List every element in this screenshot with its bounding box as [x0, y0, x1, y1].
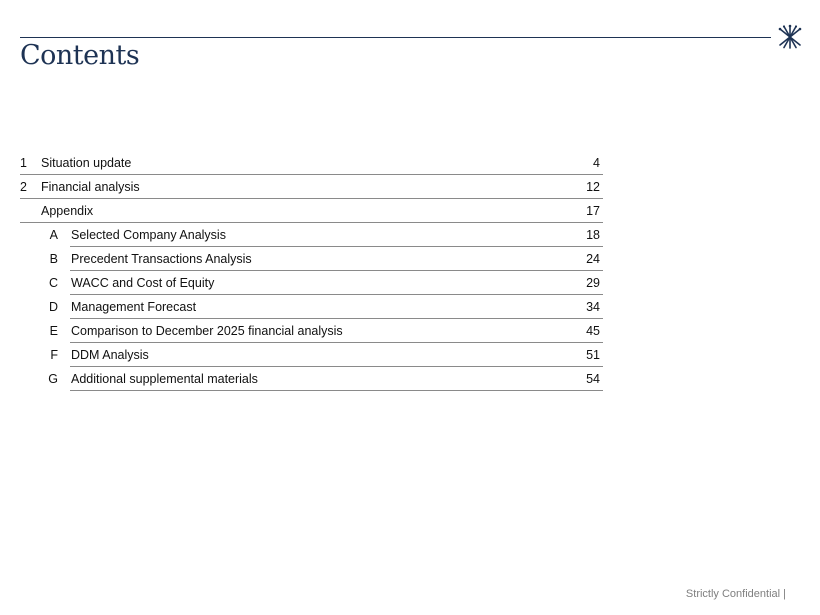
- toc-label: Appendix: [41, 204, 94, 218]
- toc-letter: G: [48, 372, 58, 386]
- toc-label: WACC and Cost of Equity: [71, 276, 215, 290]
- toc-label: Selected Company Analysis: [71, 228, 226, 242]
- toc-label: Comparison to December 2025 financial analysis: [71, 324, 343, 338]
- toc-page: 18: [586, 228, 600, 242]
- toc-letter: E: [49, 324, 58, 338]
- toc-label: Management Forecast: [71, 300, 197, 314]
- toc-row[interactable]: [0, 271, 603, 295]
- toc-letter: B: [49, 252, 58, 266]
- toc-row[interactable]: [0, 175, 603, 199]
- toc-row[interactable]: [0, 151, 603, 175]
- toc-label: Financial analysis: [41, 180, 140, 194]
- toc-number: 1: [20, 156, 27, 170]
- toc-row[interactable]: [0, 295, 603, 319]
- toc-page: 4: [593, 156, 600, 170]
- toc-row[interactable]: [0, 223, 603, 247]
- toc-page: 24: [586, 252, 600, 266]
- toc-letter: A: [49, 228, 58, 242]
- table-of-contents: [0, 151, 603, 391]
- toc-letter: C: [48, 276, 58, 290]
- confidentiality-footer: Strictly Confidential |: [685, 588, 786, 600]
- toc-page: 45: [586, 324, 600, 338]
- toc-page: 29: [586, 276, 600, 290]
- toc-label: Additional supplemental materials: [71, 372, 258, 386]
- toc-label: Precedent Transactions Analysis: [71, 252, 252, 266]
- toc-row[interactable]: [0, 343, 603, 367]
- starburst-logo-icon: [777, 24, 803, 50]
- toc-letter: D: [48, 300, 58, 314]
- toc-row[interactable]: [0, 247, 603, 271]
- header-rule: [20, 37, 771, 38]
- toc-page: 34: [586, 300, 600, 314]
- toc-page: 51: [586, 348, 600, 362]
- toc-number: 2: [20, 180, 27, 194]
- toc-label: Situation update: [41, 156, 132, 170]
- toc-page: 54: [586, 372, 600, 386]
- toc-row[interactable]: [0, 367, 603, 391]
- toc-rule: [70, 390, 603, 391]
- toc-row[interactable]: [0, 199, 603, 223]
- toc-page: 12: [586, 180, 600, 194]
- toc-page: 17: [586, 204, 600, 218]
- toc-letter: F: [50, 348, 58, 362]
- toc-row[interactable]: [0, 319, 603, 343]
- page-title: Contents: [20, 40, 140, 71]
- toc-label: DDM Analysis: [71, 348, 149, 362]
